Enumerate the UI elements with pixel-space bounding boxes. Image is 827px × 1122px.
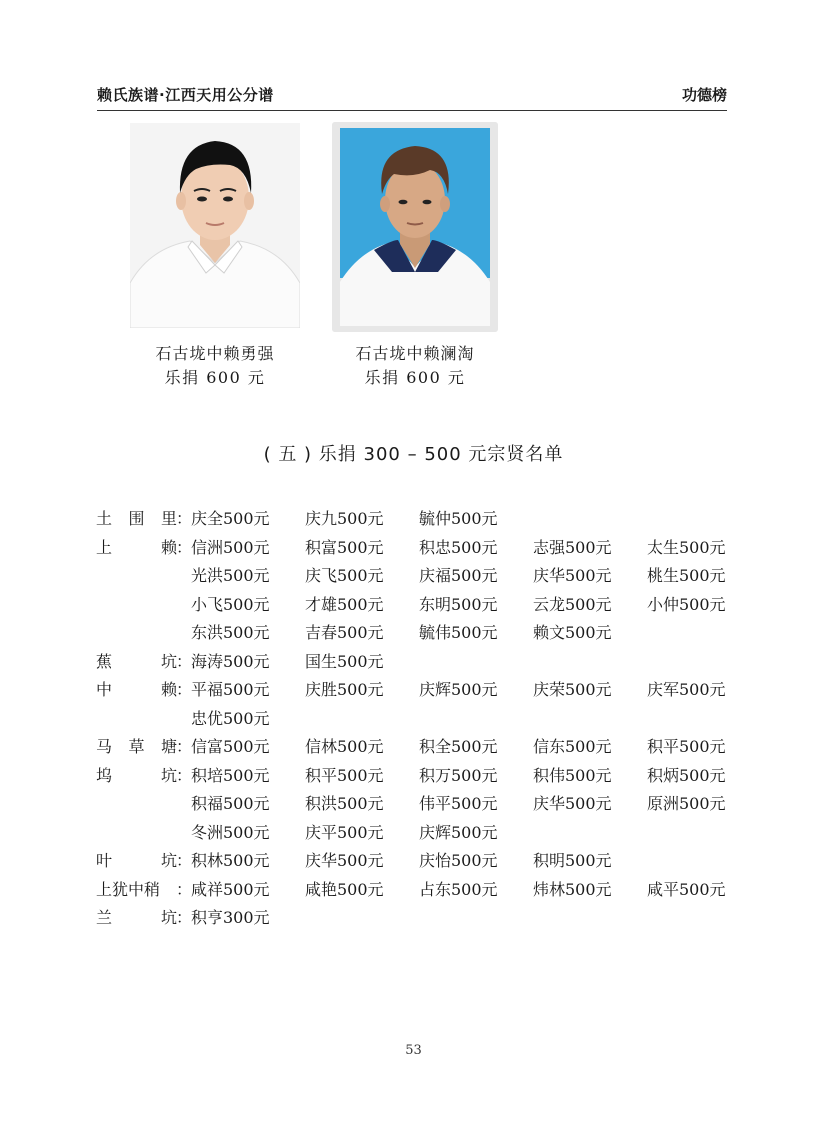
donor-entry: 庆荣500元	[533, 680, 612, 699]
donor-entry: 小飞500元	[191, 594, 270, 614]
donor-entry: 东洪500元	[191, 623, 270, 642]
donor-entry: 光洪500元	[191, 566, 270, 585]
donor-entry: 庆全500元	[191, 509, 270, 528]
place-label	[96, 876, 192, 905]
donor-entry: 国生500元	[305, 651, 384, 671]
donor-name: 石古垅中赖勇强	[155, 344, 275, 363]
place-name: 兰 坑	[96, 908, 177, 927]
donor-entry: 咸艳500元	[305, 879, 384, 899]
donor-entry: 庆辉500元	[419, 680, 498, 699]
donor-entry: 信林500元	[305, 737, 384, 756]
donor-entry: 积洪500元	[305, 794, 384, 813]
place-name: 叶 坑	[96, 851, 177, 870]
place-name: 上 赖	[96, 537, 177, 557]
donor-entry: 积全500元	[419, 737, 498, 756]
donor-entry: 积福500元	[191, 794, 270, 813]
donor-entry: 忠优500元	[191, 708, 270, 728]
donor-entry: 庆怡500元	[419, 851, 498, 870]
place-label	[96, 534, 192, 563]
donor-entry: 庆华500元	[533, 794, 612, 813]
place-label	[96, 676, 192, 705]
donor-entry: 原洲500元	[647, 794, 726, 813]
donor-photo-1	[130, 123, 300, 328]
place-colon: ：	[176, 537, 193, 557]
donor-entry: 吉春500元	[305, 623, 384, 642]
donor-entry: 积平500元	[647, 737, 726, 756]
place-colon: ：	[176, 908, 193, 927]
donor-entry: 志强500元	[533, 537, 612, 557]
donor-entry: 桃生500元	[647, 566, 726, 585]
donor-entry: 庆军500元	[647, 680, 726, 699]
donor-entry: 庆辉500元	[419, 822, 498, 842]
donor-row	[96, 790, 756, 819]
donor-row	[96, 819, 756, 848]
chapter-title: 功德榜	[681, 86, 727, 104]
place-label	[96, 904, 192, 933]
donor-entry: 毓仲500元	[419, 509, 498, 528]
donor-entry: 毓伟500元	[419, 623, 498, 642]
donor-row	[96, 505, 756, 534]
donor-entry: 积伟500元	[533, 765, 612, 785]
donor-row	[96, 733, 756, 762]
donor-entry: 伟平500元	[419, 794, 498, 813]
donor-row	[96, 562, 756, 591]
donor-entry: 信洲500元	[191, 537, 270, 557]
donor-entry: 积明500元	[533, 851, 612, 870]
place-name: 坞 坑	[96, 765, 177, 785]
donor-entry: 庆胜500元	[305, 680, 384, 699]
donor-entry: 信东500元	[533, 737, 612, 756]
donor-entry: 积平500元	[305, 765, 384, 785]
donor-entry: 才雄500元	[305, 594, 384, 614]
place-name: 中 赖	[96, 680, 177, 699]
donor-entry: 积忠500元	[419, 537, 498, 557]
donor-entry: 庆平500元	[305, 822, 384, 842]
place-colon: ：	[176, 851, 193, 870]
donor-entry: 咸祥500元	[191, 879, 270, 899]
donor-entry: 积亨300元	[191, 908, 270, 927]
donor-amount: 乐捐 600 元	[364, 368, 466, 387]
donor-row	[96, 619, 756, 648]
donor-caption-1	[130, 342, 300, 390]
book-title: 赖氏族谱·江西天用公分谱	[97, 86, 274, 104]
place-colon: ：	[176, 765, 193, 785]
donor-amount: 乐捐 600 元	[164, 368, 266, 387]
donor-entry: 庆华500元	[533, 566, 612, 585]
donor-row	[96, 904, 756, 933]
donor-entry: 庆九500元	[305, 509, 384, 528]
place-name: 上犹中稍	[96, 879, 161, 899]
donor-entry: 信富500元	[191, 737, 270, 756]
donor-row	[96, 676, 756, 705]
donor-row	[96, 876, 756, 905]
place-colon: ：	[176, 509, 193, 528]
place-name: 马 草 塘	[96, 737, 177, 756]
donor-entry: 云龙500元	[533, 594, 612, 614]
place-label	[96, 733, 192, 762]
place-name: 土 围 里	[96, 509, 177, 528]
donor-row	[96, 847, 756, 876]
donor-entry: 太生500元	[647, 537, 726, 557]
donor-row	[96, 648, 756, 677]
donor-entry: 咸平500元	[647, 879, 726, 899]
donor-row	[96, 762, 756, 791]
donor-entry: 占东500元	[419, 879, 498, 899]
place-colon: ：	[176, 651, 193, 671]
place-colon: ：	[176, 879, 193, 899]
place-label	[96, 648, 192, 677]
place-name: 蕉 坑	[96, 651, 177, 671]
donor-entry: 东明500元	[419, 594, 498, 614]
donor-entry: 庆华500元	[305, 851, 384, 870]
donor-row	[96, 534, 756, 563]
page-header	[97, 84, 727, 111]
place-label	[96, 505, 192, 534]
donor-entry: 炜林500元	[533, 879, 612, 899]
donor-entry: 小仲500元	[647, 594, 726, 614]
donor-entry: 积林500元	[191, 851, 270, 870]
section-title: ( 五 ) 乐捐 300 – 500 元宗贤名单	[263, 444, 564, 465]
donor-photo-2	[332, 122, 498, 332]
donor-entry: 庆飞500元	[305, 566, 384, 585]
donor-name: 石古垅中赖澜淘	[355, 344, 475, 363]
donor-entry: 平福500元	[191, 680, 270, 699]
donor-entry: 赖文500元	[533, 623, 612, 642]
donor-entry: 积炳500元	[647, 765, 726, 785]
donor-row	[96, 705, 756, 734]
donor-entry: 海涛500元	[191, 651, 270, 671]
donor-row	[96, 591, 756, 620]
donor-list	[96, 505, 756, 933]
donor-caption-2	[330, 342, 500, 390]
place-label	[96, 762, 192, 791]
place-colon: ：	[176, 680, 193, 699]
donor-entry: 庆福500元	[419, 566, 498, 585]
donor-entry: 冬洲500元	[191, 822, 270, 842]
donor-entry: 积万500元	[419, 765, 498, 785]
page-number: 53	[405, 1043, 422, 1058]
donor-entry: 积富500元	[305, 537, 384, 557]
place-label	[96, 847, 192, 876]
place-colon: ：	[176, 737, 193, 756]
donor-entry: 积培500元	[191, 765, 270, 785]
